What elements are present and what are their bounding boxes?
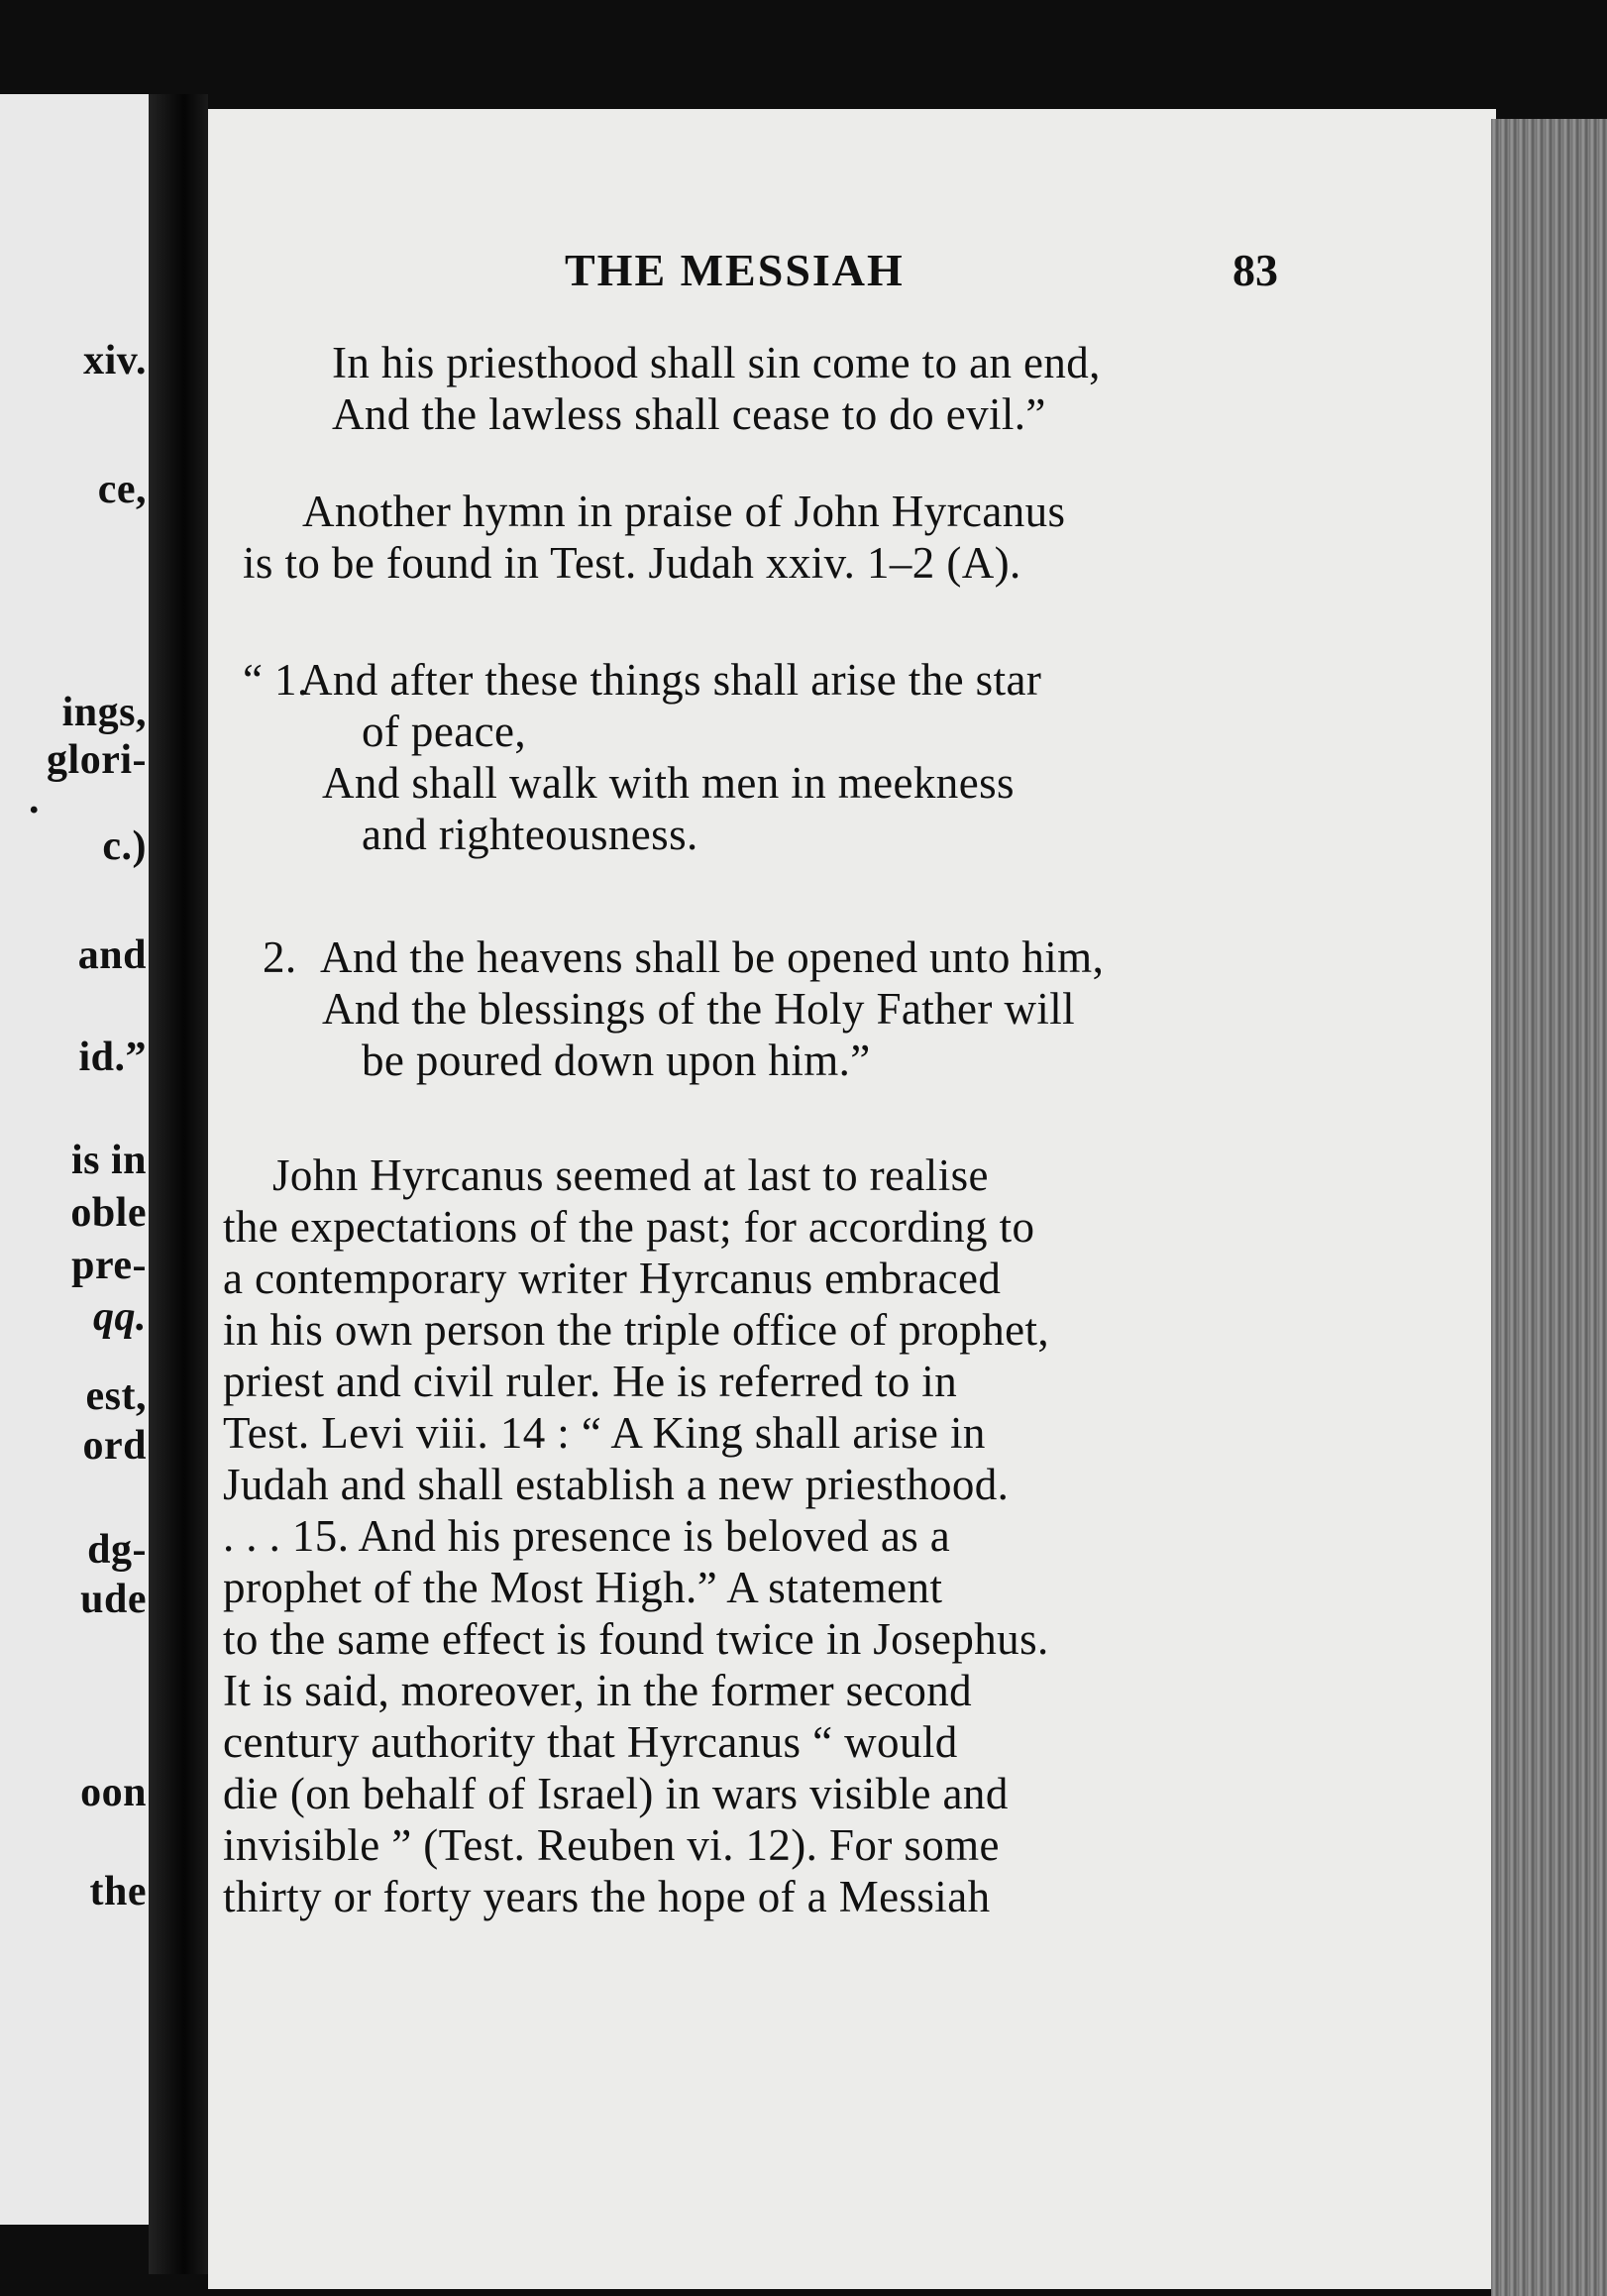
verse-line: be poured down upon him.” xyxy=(362,1036,871,1085)
verse-line: 2. And the heavens shall be opened unto him, xyxy=(263,932,1105,982)
verse-1 xyxy=(243,654,1303,860)
verse-number: 2. xyxy=(263,932,297,982)
facing-page-fragment: glori- xyxy=(47,737,147,783)
facing-page-edge xyxy=(0,94,159,2225)
paragraph-line: the expectations of the past; for according to xyxy=(223,1202,1035,1252)
paragraph-line: is to be found in Test. Judah xxiv. 1–2 (A). xyxy=(243,538,1021,588)
verse-line: “ 1.And after these things shall arise the star xyxy=(243,655,1042,705)
paragraph-line: Another hymn in praise of John Hyrcanus xyxy=(302,487,1066,536)
facing-page-fragment: oon xyxy=(80,1770,147,1815)
paragraph-line: prophet of the Most High.” A statement xyxy=(223,1563,943,1612)
book-gutter xyxy=(149,94,208,2274)
facing-page-fragment: id.” xyxy=(78,1035,147,1080)
paragraph-line: . . . 15. And his presence is beloved as a xyxy=(223,1511,951,1561)
facing-page-fragment: ude xyxy=(80,1577,147,1622)
paragraph-hyrcanus xyxy=(223,1149,1283,1922)
facing-page-fragment: ord xyxy=(82,1423,147,1469)
paragraph-line: century authority that Hyrcanus “ would xyxy=(223,1717,958,1767)
paragraph-line: to the same effect is found twice in Josephus. xyxy=(223,1614,1049,1664)
quote-ending xyxy=(332,337,1392,440)
verse-line: of peace, xyxy=(362,707,526,756)
facing-page-fragment: pre- xyxy=(71,1243,147,1288)
paragraph-line: priest and civil ruler. He is referred to in xyxy=(223,1357,958,1406)
running-head xyxy=(357,244,1278,303)
facing-page-fragment: oble xyxy=(70,1190,147,1236)
facing-page-fragment: and xyxy=(77,932,147,978)
running-title: THE MESSIAH xyxy=(565,245,905,295)
verse-line: And shall walk with men in meekness xyxy=(322,758,1015,808)
facing-page-fragment: ings, xyxy=(61,690,147,735)
verse-number: “ 1. xyxy=(243,655,309,705)
facing-page-fragment: dg- xyxy=(87,1527,147,1573)
facing-page-fragment: xiv. xyxy=(83,338,147,383)
paragraph-hymn-intro xyxy=(243,486,1303,589)
page-number: 83 xyxy=(1232,245,1278,295)
facing-page-fragment: qq. xyxy=(93,1294,147,1340)
paragraph-line: invisible ” (Test. Reuben vi. 12). For some xyxy=(223,1820,1000,1870)
paragraph-line: It is said, moreover, in the former second xyxy=(223,1666,973,1715)
facing-page-fragment: est, xyxy=(85,1373,147,1419)
quote-line: And the lawless shall cease to do evil.” xyxy=(332,389,1046,439)
page-block-edge xyxy=(1491,119,1607,2296)
facing-page-fragment: ce, xyxy=(97,467,147,512)
facing-page-fragment: is in xyxy=(70,1138,147,1183)
paragraph-line: Judah and shall establish a new priesthood. xyxy=(223,1460,1010,1509)
verse-line: and righteousness. xyxy=(362,810,698,859)
facing-page-fragment: the xyxy=(89,1869,147,1914)
facing-page-fragment: . xyxy=(29,777,40,822)
facing-page-fragment: c.) xyxy=(102,823,147,869)
verse-2 xyxy=(243,931,1303,1086)
quote-line: In his priesthood shall sin come to an end, xyxy=(332,338,1101,387)
paragraph-line: die (on behalf of Israel) in wars visible and xyxy=(223,1769,1009,1818)
verse-line: And the blessings of the Holy Father will xyxy=(322,984,1076,1034)
paragraph-line: John Hyrcanus seemed at last to realise xyxy=(272,1150,989,1200)
paragraph-line: a contemporary writer Hyrcanus embraced xyxy=(223,1254,1002,1303)
paragraph-line: in his own person the triple office of prophet, xyxy=(223,1305,1050,1355)
paragraph-line: thirty or forty years the hope of a Messiah xyxy=(223,1872,991,1921)
paragraph-line: Test. Levi viii. 14 : “ A King shall arise in xyxy=(223,1408,986,1458)
